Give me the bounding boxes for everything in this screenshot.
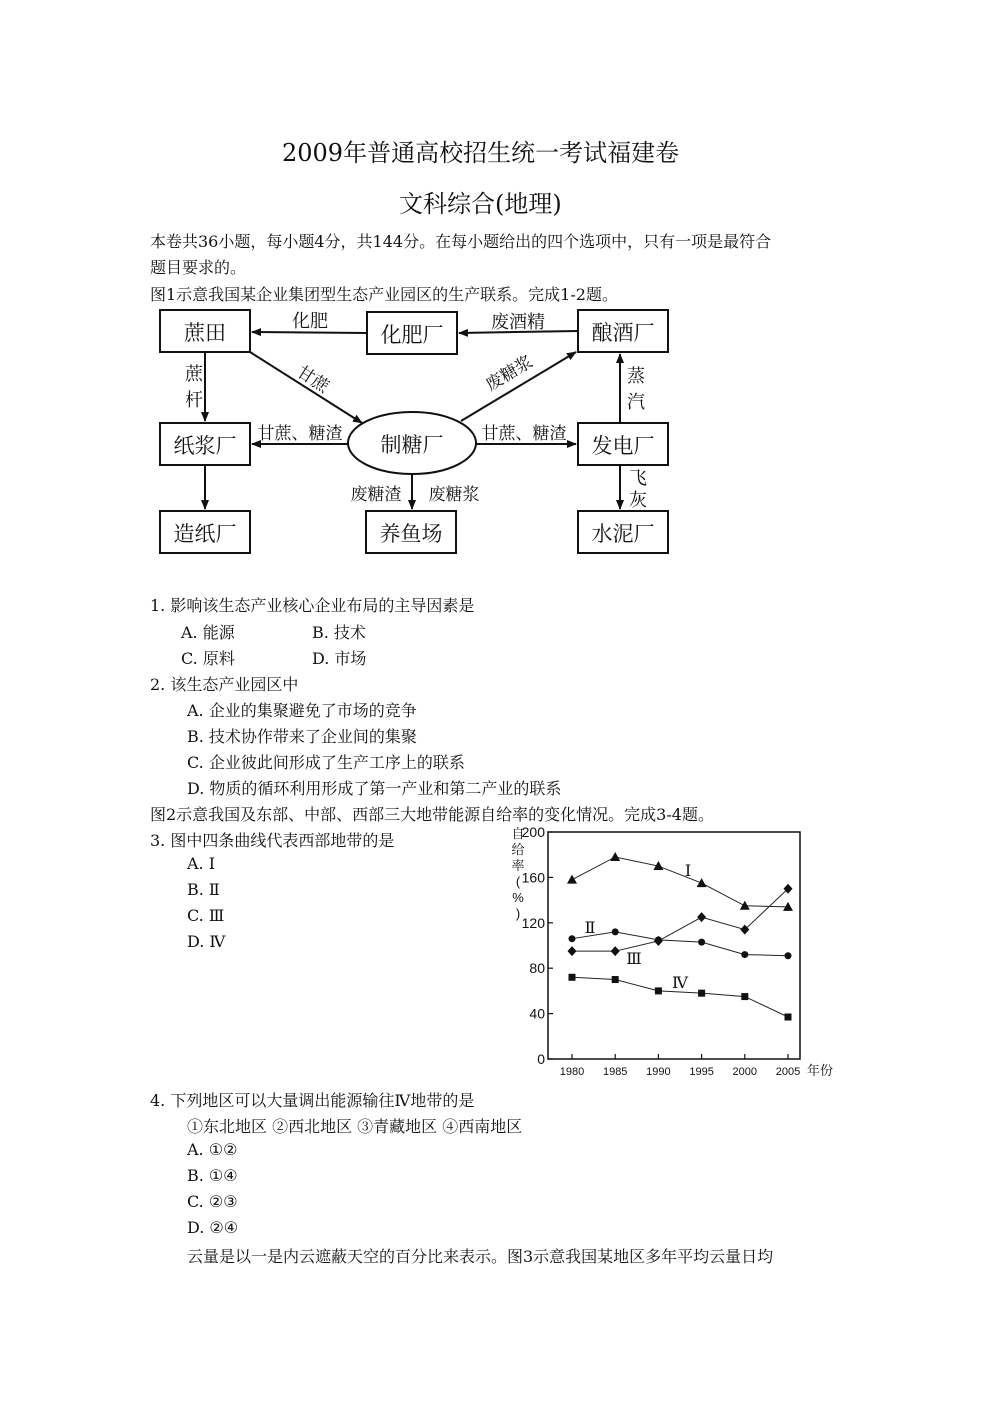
node-niangjiuchang-label: 酿酒厂 bbox=[591, 322, 655, 345]
q4-stem: 4. 下列地区可以大量调出能源输往Ⅳ地带的是 bbox=[150, 1091, 475, 1110]
edge-label-feijiujing: 废酒精 bbox=[491, 312, 545, 332]
data-point-circle bbox=[698, 939, 705, 946]
x-tick-label: 1985 bbox=[602, 1066, 628, 1078]
y-axis-label-char: 自 bbox=[511, 826, 525, 841]
y-axis-label-char: ( bbox=[515, 874, 521, 889]
data-point-triangle bbox=[697, 878, 707, 887]
q1-option-d[interactable]: D. 市场 bbox=[312, 649, 367, 668]
q1-option-c[interactable]: C. 原料 bbox=[181, 649, 235, 668]
y-tick-label: 160 bbox=[521, 869, 545, 886]
data-point-square bbox=[785, 1014, 792, 1021]
intro-line-1: 本卷共36小题，每小题4分，共144分。在每小题给出的四个选项中，只有一项是最符合 bbox=[150, 232, 772, 251]
q4-option-d[interactable]: D. ②④ bbox=[187, 1218, 239, 1237]
y-axis-label-char: 给 bbox=[511, 842, 525, 857]
y-tick-label: 200 bbox=[521, 824, 545, 840]
q1-stem: 1. 影响该生态产业核心企业布局的主导因素是 bbox=[150, 596, 475, 615]
node-zaozhichang-label: 造纸厂 bbox=[173, 523, 237, 546]
q2-stem: 2. 该生态产业园区中 bbox=[150, 675, 299, 694]
q4-option-b[interactable]: B. ①④ bbox=[187, 1166, 238, 1185]
edge-label-huafei: 化肥 bbox=[292, 311, 328, 331]
edge-label-ganzhe-tangzha-right: 甘蔗、糖渣 bbox=[481, 424, 567, 443]
data-point-square bbox=[612, 976, 619, 983]
series-line-3 bbox=[572, 889, 788, 951]
data-point-diamond bbox=[654, 936, 663, 946]
x-axis-label: 年份 bbox=[806, 1063, 834, 1078]
y-tick-label: 0 bbox=[537, 1051, 545, 1067]
node-zhijiangchang-label: 纸浆厂 bbox=[173, 435, 237, 458]
figure1-caption: 图1示意我国某企业集团型生态产业园区的生产联系。完成1-2题。 bbox=[150, 285, 618, 304]
data-point-circle bbox=[612, 928, 619, 935]
q3-option-b[interactable]: B. Ⅱ bbox=[187, 880, 220, 899]
trailing-paragraph: 云量是以一是内云遮蔽天空的百分比来表示。图3示意我国某地区多年平均云量日均 bbox=[187, 1247, 774, 1266]
q2-option-c[interactable]: C. 企业彼此间形成了生产工序上的联系 bbox=[187, 753, 465, 772]
q3-stem: 3. 图中四条曲线代表西部地带的是 bbox=[150, 831, 395, 850]
q3-option-a[interactable]: A. Ⅰ bbox=[187, 854, 216, 873]
y-axis-label-char: % bbox=[512, 890, 524, 905]
edge-label-ganzhe: 甘蔗 bbox=[293, 362, 333, 397]
y-tick-label: 80 bbox=[529, 960, 545, 977]
intro-line-2: 题目要求的。 bbox=[150, 258, 247, 277]
q4-option-c[interactable]: C. ②③ bbox=[187, 1192, 238, 1211]
edge-label-zheng: 蒸 bbox=[627, 366, 645, 386]
x-tick-label: 1995 bbox=[689, 1066, 714, 1078]
q2-option-d[interactable]: D. 物质的循环利用形成了第一产业和第二产业的联系 bbox=[187, 779, 562, 798]
edge-label-feitangjiang-down: 废糖浆 bbox=[428, 485, 480, 504]
data-point-diamond bbox=[611, 946, 620, 956]
q2-option-a[interactable]: A. 企业的集聚避免了市场的竞争 bbox=[187, 701, 417, 720]
q1-option-a[interactable]: A. 能源 bbox=[181, 623, 235, 642]
y-tick-label: 40 bbox=[529, 1005, 545, 1022]
edge-huafei bbox=[252, 332, 367, 333]
data-point-square bbox=[698, 990, 705, 997]
data-point-diamond bbox=[697, 912, 706, 922]
data-point-circle bbox=[741, 951, 748, 958]
edge-label-feitangzha: 废糖渣 bbox=[350, 485, 402, 504]
page-subtitle: 文科综合(地理) bbox=[399, 190, 562, 218]
data-point-diamond bbox=[568, 946, 577, 956]
series-line-1 bbox=[572, 857, 788, 907]
y-tick-label: 120 bbox=[521, 914, 545, 931]
node-yangyuchang-label: 养鱼场 bbox=[379, 523, 443, 546]
y-axis-label-char: ) bbox=[515, 906, 521, 921]
series-line-2 bbox=[572, 932, 788, 956]
series-label-1: Ⅰ bbox=[684, 861, 692, 880]
edge-label-zhe: 蔗 bbox=[185, 364, 203, 384]
q1-option-b[interactable]: B. 技术 bbox=[312, 623, 366, 642]
page-title: 2009年普通高校招生统一考试福建卷 bbox=[282, 139, 680, 167]
x-tick-label: 1980 bbox=[559, 1066, 585, 1078]
figure2-caption: 图2示意我国及东部、中部、西部三大地带能源自给率的变化情况。完成3-4题。 bbox=[150, 805, 714, 824]
figure1-diagram bbox=[150, 300, 680, 560]
node-zhitangchang-label: 制糖厂 bbox=[380, 434, 444, 457]
series-label-2: Ⅱ bbox=[584, 918, 596, 937]
data-point-circle bbox=[785, 952, 792, 959]
q4-choices: ①东北地区 ②西北地区 ③青藏地区 ④西南地区 bbox=[187, 1117, 523, 1136]
q3-option-d[interactable]: D. Ⅳ bbox=[187, 932, 226, 951]
node-fadianchang-label: 发电厂 bbox=[591, 435, 655, 458]
edge-label-feitangjiang-up: 废糖浆 bbox=[482, 352, 536, 395]
chart-plot-frame bbox=[548, 832, 800, 1059]
edge-label-qi: 汽 bbox=[627, 392, 645, 412]
node-shuinichang-label: 水泥厂 bbox=[591, 523, 655, 546]
series-label-4: Ⅳ bbox=[672, 973, 688, 992]
data-point-triangle bbox=[610, 852, 620, 861]
data-point-square bbox=[569, 974, 576, 981]
x-tick-label: 1990 bbox=[646, 1066, 671, 1078]
data-point-square bbox=[741, 993, 748, 1000]
data-point-triangle bbox=[740, 901, 750, 910]
data-point-circle bbox=[569, 935, 576, 942]
x-tick-label: 2005 bbox=[775, 1066, 801, 1078]
edge-label-ganzhe-tangzha-left: 甘蔗、糖渣 bbox=[257, 424, 343, 443]
edge-label-gan: 杆 bbox=[185, 390, 203, 410]
x-tick-label: 2000 bbox=[732, 1066, 758, 1078]
y-axis-label-char: 率 bbox=[511, 858, 525, 873]
edge-label-fei: 飞 bbox=[629, 468, 647, 488]
node-huafeichang-label: 化肥厂 bbox=[380, 324, 444, 347]
q4-option-a[interactable]: A. ①② bbox=[187, 1140, 238, 1159]
node-zhetian-label: 蔗田 bbox=[184, 322, 226, 345]
series-label-3: Ⅲ bbox=[626, 949, 642, 968]
figure2-chart bbox=[500, 820, 840, 1085]
edge-label-hui: 灰 bbox=[629, 490, 647, 510]
data-point-triangle bbox=[567, 875, 577, 884]
q2-option-b[interactable]: B. 技术协作带来了企业间的集聚 bbox=[187, 727, 417, 746]
q3-option-c[interactable]: C. Ⅲ bbox=[187, 906, 225, 925]
data-point-square bbox=[655, 987, 662, 994]
